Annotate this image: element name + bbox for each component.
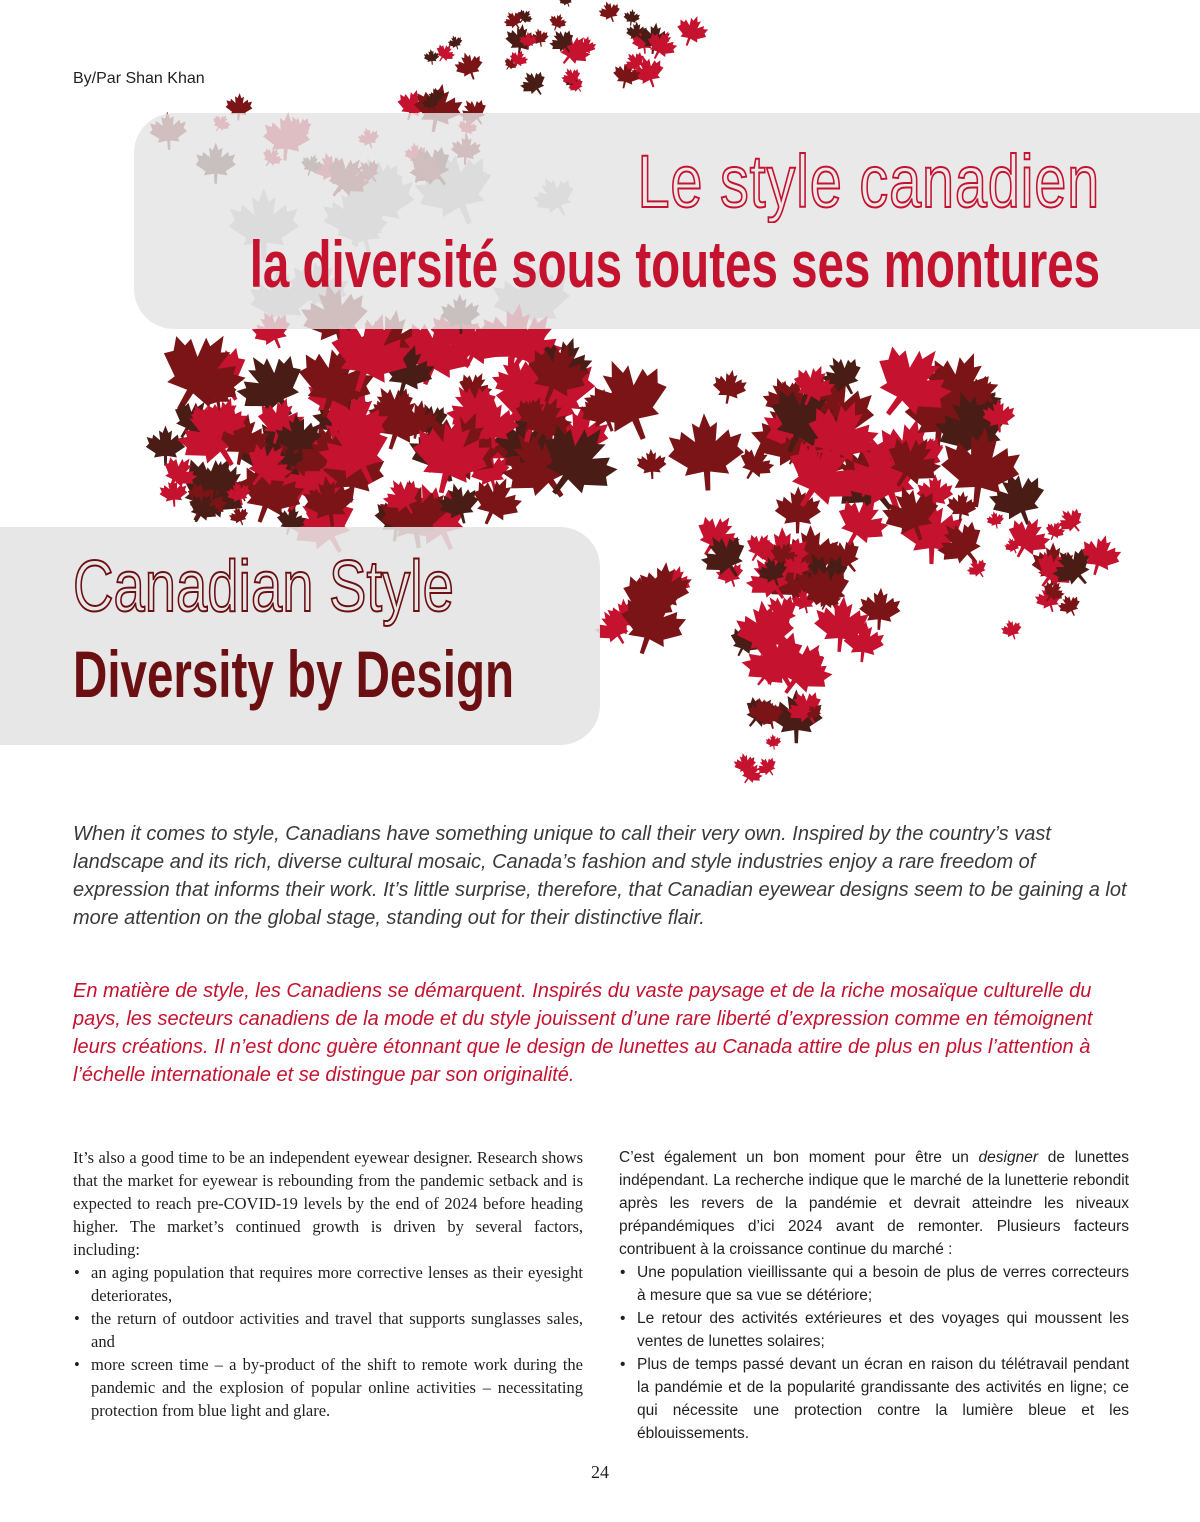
body-paragraph-french <box>619 1146 1129 1261</box>
maple-leaf-icon <box>985 509 1006 530</box>
maple-leaf-icon <box>622 8 640 27</box>
list-item: • more screen time – a by-product of the shift to remote work during the pandemic and the explosion of popular online activities – necessitating protection from blue light and glare. <box>73 1353 583 1422</box>
body-paragraph-english: It’s also a good time to be an independent eyewear designer. Research shows that the market for eyewear is rebounding from the pandemic setback and is expected to reach pre-COVID-19 levels by the end of 2024 before heading higher. The market’s continued growth is driven by several factors, including: <box>73 1148 583 1259</box>
english-title: Canadian Style <box>73 547 454 627</box>
body-column-english <box>73 1146 583 1422</box>
page-number: 24 <box>591 1462 609 1482</box>
maple-leaf-icon <box>596 0 623 25</box>
maple-leaf-icon <box>146 426 185 466</box>
byline: By/Par Shan Khan <box>73 70 205 87</box>
maple-leaf-icon <box>666 411 746 492</box>
maple-leaf-icon <box>636 448 667 480</box>
maple-leaf-icon <box>999 617 1025 643</box>
maple-leaf-icon <box>451 48 487 84</box>
list-item: • Une population vieillissante qui a besoin de plus de verres correcteurs à mesure que sa vue se détériore; <box>619 1261 1129 1307</box>
paragraph-text: C’est également un bon moment pour être un <box>619 1149 979 1166</box>
french-title: Le style canadien <box>637 140 1100 223</box>
maple-leaf-icon <box>774 486 821 534</box>
maple-leaf-icon <box>765 733 782 750</box>
maple-leaf-icon <box>423 48 440 65</box>
intro-english: When it comes to style, Canadians have something unique to call their very own. Inspired by the country’s vast landscape and its rich, diverse cultural mosaic, Canada’s fashion and style industries enjoy a rare freedom of expression that informs their work. It’s little surprise, therefore, that Canadian eyewear designs seem to be gaining a lot more attention on the global stage, standing out for their distinctive flair. <box>73 823 1127 929</box>
list-item: • the return of outdoor activities and travel that supports sunglasses sales, and <box>73 1307 583 1353</box>
maple-leaf-icon <box>557 0 576 9</box>
maple-leaf-icon <box>963 554 991 582</box>
french-subtitle: la diversité sous toutes ses montures <box>249 227 1100 301</box>
list-item: • an aging population that requires more corrective lenses as their eyesight deteriorates, <box>73 1261 583 1307</box>
emphasis-text: designer <box>978 1149 1039 1166</box>
paragraph-text: de lunettes indépendant. La recherche indique que le marché de la lunetterie rebondit après les revers de la pandémie et devrait atteindre les niveaux prépandémiques d’ici 2024 avant de remonter. Plusieurs facteurs contribuent à la croissance continue du marché : <box>619 1149 1129 1258</box>
maple-leaf-icon <box>710 367 749 407</box>
body-column-french <box>619 1146 1129 1445</box>
maple-leaf-icon <box>515 65 551 101</box>
list-item: • Le retour des activités extérieures et des voyages qui moussent les ventes de lunettes solaires; <box>619 1307 1129 1353</box>
maple-leaf-icon <box>672 11 712 51</box>
maple-leaf-icon <box>547 11 569 34</box>
bullet-list-french <box>619 1261 1129 1445</box>
bullet-list-english <box>73 1261 583 1422</box>
english-subtitle: Diversity by Design <box>73 637 515 711</box>
intro-french: En matière de style, les Canadiens se démarquent. Inspirés du vaste paysage et de la riche mosaïque culturelle du pays, les secteurs canadiens de la mode et du style jouissent d’une rare liberté d’expression comme en témoignent leurs créations. Il n’est donc guère étonnant que le design de lunettes au Canada attire de plus en plus l’attention à l’échelle internationale et se distingue par son originalité. <box>73 980 1093 1086</box>
list-item: • Plus de temps passé devant un écran en raison du télétravail pendant la pandémie et de la popularité grandissante des activités en ligne; ce qui nécessite une protection contre la lumière bleue et les éblouissements. <box>619 1353 1129 1445</box>
